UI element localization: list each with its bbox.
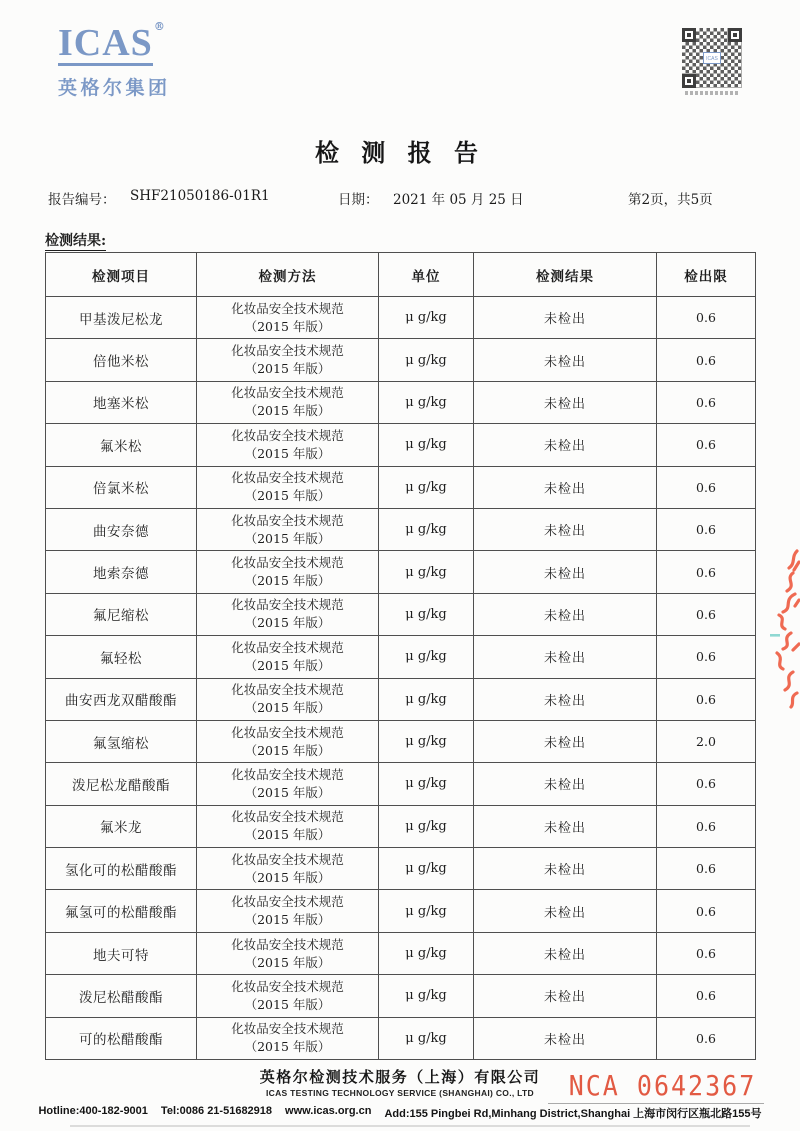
date-value: 2021 年 05 月 25 日 [393,192,524,208]
cell-limit: 0.6 [657,424,756,466]
cell-result: 未检出 [474,424,657,466]
cell-result: 未检出 [474,678,657,720]
cell-unit: μ g/kg [379,678,474,720]
cell-result: 未检出 [474,466,657,508]
table-row [46,932,756,974]
cell-unit: μ g/kg [379,466,474,508]
table-row [46,508,756,550]
method-line1: 化妆品安全技术规范 [231,1021,344,1037]
cell-test-item: 氟米松 [46,424,197,466]
cell-test-item: 氟氢缩松 [46,720,197,762]
table-row [46,720,756,762]
cell-unit: μ g/kg [379,763,474,805]
table-row [46,339,756,381]
method-line1: 化妆品安全技术规范 [231,300,344,316]
col-header-limit: 检出限 [657,253,756,297]
col-header-result: 检测结果 [474,253,657,297]
method-line2: （2015 年版） [244,573,331,589]
cell-test-item: 泼尼松龙醋酸酯 [46,763,197,805]
cell-test-method [197,720,379,762]
registered-mark-icon: ® [153,20,165,33]
cell-result: 未检出 [474,339,657,381]
website-text: www.icas.org.cn [285,1105,372,1117]
method-line2: （2015 年版） [244,912,331,928]
cell-limit: 0.6 [657,508,756,550]
cell-unit: μ g/kg [379,593,474,635]
cell-test-item: 曲安奈德 [46,508,197,550]
cell-limit: 0.6 [657,805,756,847]
results-section-heading [45,230,106,250]
report-meta [0,188,800,208]
method-line2: （2015 年版） [244,1039,331,1055]
table-row [46,551,756,593]
method-line2: （2015 年版） [244,742,331,758]
method-line1: 化妆品安全技术规范 [231,470,344,486]
contact-line [0,1105,800,1121]
hotline-text: Hotline:400-182-9001 [38,1105,148,1117]
cell-limit: 2.0 [657,720,756,762]
cell-limit: 0.6 [657,636,756,678]
qr-finder-icon [728,28,742,42]
page-number-info: 第2页，共5页 [628,192,713,208]
cell-limit: 0.6 [657,848,756,890]
table-row [46,297,756,339]
cell-limit: 0.6 [657,339,756,381]
method-line2: （2015 年版） [244,996,331,1012]
cell-test-item: 氟氢可的松醋酸酯 [46,890,197,932]
cell-unit: μ g/kg [379,805,474,847]
cell-result: 未检出 [474,975,657,1017]
table-row [46,975,756,1017]
cell-unit: μ g/kg [379,636,474,678]
cell-unit: μ g/kg [379,297,474,339]
logo-row [58,20,171,66]
table-row [46,1017,756,1059]
cell-test-method [197,678,379,720]
cell-test-item: 可的松醋酸酯 [46,1017,197,1059]
col-header-unit: 单位 [379,253,474,297]
cell-test-method [197,466,379,508]
report-no-label: 报告编号： [48,192,116,208]
cell-limit: 0.6 [657,678,756,720]
method-line1: 化妆品安全技术规范 [231,682,344,698]
cell-unit: μ g/kg [379,424,474,466]
cell-result: 未检出 [474,720,657,762]
cell-result: 未检出 [474,848,657,890]
method-line1: 化妆品安全技术规范 [231,639,344,655]
logo-text: ICAS [58,22,153,64]
method-line1: 化妆品安全技术规范 [231,851,344,867]
teal-mark [770,634,780,637]
cell-limit: 0.6 [657,466,756,508]
table-header-row [46,253,756,297]
cell-unit: μ g/kg [379,932,474,974]
cell-unit: μ g/kg [379,508,474,550]
cell-limit: 0.6 [657,381,756,423]
table-row [46,805,756,847]
cell-result: 未检出 [474,890,657,932]
cell-result: 未检出 [474,297,657,339]
cell-test-method [197,339,379,381]
cell-limit: 0.6 [657,1017,756,1059]
method-line2: （2015 年版） [244,318,331,334]
table-row [46,593,756,635]
results-table-body [46,297,756,1060]
method-line1: 化妆品安全技术规范 [231,894,344,910]
bottom-divider [70,1125,750,1127]
cell-test-item: 氟米龙 [46,805,197,847]
cell-result: 未检出 [474,593,657,635]
table-row [46,636,756,678]
cell-limit: 0.6 [657,551,756,593]
qr-code-icon [682,28,742,98]
method-line1: 化妆品安全技术规范 [231,809,344,825]
method-line1: 化妆品安全技术规范 [231,597,344,613]
cell-test-method [197,763,379,805]
method-line2: （2015 年版） [244,700,331,716]
report-title: 检 测 报 告 [314,138,486,167]
qr-caption [685,91,739,95]
method-line1: 化妆品安全技术规范 [231,555,344,571]
results-table [45,252,756,1060]
cell-result: 未检出 [474,636,657,678]
cell-test-method [197,593,379,635]
cell-unit: μ g/kg [379,890,474,932]
method-line1: 化妆品安全技术规范 [231,512,344,528]
qr-finder-icon [682,74,696,88]
cell-test-method [197,551,379,593]
method-line1: 化妆品安全技术规范 [231,936,344,952]
table-row [46,678,756,720]
method-line1: 化妆品安全技术规范 [231,766,344,782]
cell-unit: μ g/kg [379,975,474,1017]
method-line2: （2015 年版） [244,869,331,885]
method-line2: （2015 年版） [244,530,331,546]
table-row [46,466,756,508]
method-line1: 化妆品安全技术规范 [231,343,344,359]
cell-unit: μ g/kg [379,339,474,381]
company-name-en: ICAS TESTING TECHNOLOGY SERVICE (SHANGHAI) CO., LTD [266,1088,534,1098]
method-line2: （2015 年版） [244,954,331,970]
cell-test-item: 地塞米松 [46,381,197,423]
table-row [46,381,756,423]
logo-group-name: 英格尔集团 [58,78,171,99]
company-name-cn: 英格尔检测技术服务（上海）有限公司 [259,1069,541,1086]
method-line1: 化妆品安全技术规范 [231,385,344,401]
report-no-value: SHF21050186-01R1 [130,188,270,204]
tel-text: Tel:0086 21-51682918 [160,1105,273,1117]
cell-result: 未检出 [474,508,657,550]
cell-result: 未检出 [474,551,657,593]
cell-unit: μ g/kg [379,848,474,890]
table-row [46,848,756,890]
cell-limit: 0.6 [657,297,756,339]
date-label: 日期： [338,192,379,208]
icas-logo [58,20,171,100]
certificate-number-stamp: NCA 0642367 [568,1069,757,1102]
cell-result: 未检出 [474,763,657,805]
method-line2: （2015 年版） [244,657,331,673]
method-line2: （2015 年版） [244,445,331,461]
cell-limit: 0.6 [657,975,756,1017]
cell-test-method [197,932,379,974]
cell-result: 未检出 [474,932,657,974]
cell-test-method [197,1017,379,1059]
table-row [46,890,756,932]
cell-test-method [197,975,379,1017]
cell-test-method [197,805,379,847]
method-line2: （2015 年版） [244,615,331,631]
cell-test-method [197,297,379,339]
cell-test-item: 氢化可的松醋酸酯 [46,848,197,890]
method-line1: 化妆品安全技术规范 [231,427,344,443]
method-line2: （2015 年版） [244,361,331,377]
cell-test-method [197,508,379,550]
cell-test-item: 地夫可特 [46,932,197,974]
cell-limit: 0.6 [657,593,756,635]
cell-test-item: 地索奈德 [46,551,197,593]
cell-result: 未检出 [474,381,657,423]
cell-result: 未检出 [474,805,657,847]
qr-center-logo: ICAS [703,52,721,64]
table-row [46,424,756,466]
cell-limit: 0.6 [657,932,756,974]
col-header-test-item: 检测项目 [46,253,197,297]
cell-test-method [197,381,379,423]
cell-test-item: 氟轻松 [46,636,197,678]
method-line2: （2015 年版） [244,403,331,419]
cell-limit: 0.6 [657,763,756,805]
cell-test-item: 泼尼松醋酸酯 [46,975,197,1017]
cell-test-item: 曲安西龙双醋酸酯 [46,678,197,720]
cell-unit: μ g/kg [379,551,474,593]
cell-test-method [197,424,379,466]
address-text: Add:155 Pingbei Rd,Minhang District,Shanghai 上海市闵行区瓶北路155号 [384,1108,762,1120]
cell-test-method [197,848,379,890]
cell-test-method [197,636,379,678]
method-line2: （2015 年版） [244,488,331,504]
method-line2: （2015 年版） [244,827,331,843]
results-section-heading-text: 检测结果: [45,233,107,249]
col-header-test-method: 检测方法 [197,253,379,297]
cell-test-item: 甲基泼尼松龙 [46,297,197,339]
method-line1: 化妆品安全技术规范 [231,978,344,994]
cell-test-method [197,890,379,932]
stamp-underline [548,1103,764,1104]
cell-unit: μ g/kg [379,720,474,762]
red-seal-fragment-icon [770,548,800,710]
cell-unit: μ g/kg [379,1017,474,1059]
cell-limit: 0.6 [657,890,756,932]
cell-test-item: 氟尼缩松 [46,593,197,635]
table-row [46,763,756,805]
cell-result: 未检出 [474,1017,657,1059]
cell-unit: μ g/kg [379,381,474,423]
method-line2: （2015 年版） [244,784,331,800]
method-line1: 化妆品安全技术规范 [231,724,344,740]
cell-test-item: 倍他米松 [46,339,197,381]
qr-finder-icon [682,28,696,42]
cell-test-item: 倍氯米松 [46,466,197,508]
